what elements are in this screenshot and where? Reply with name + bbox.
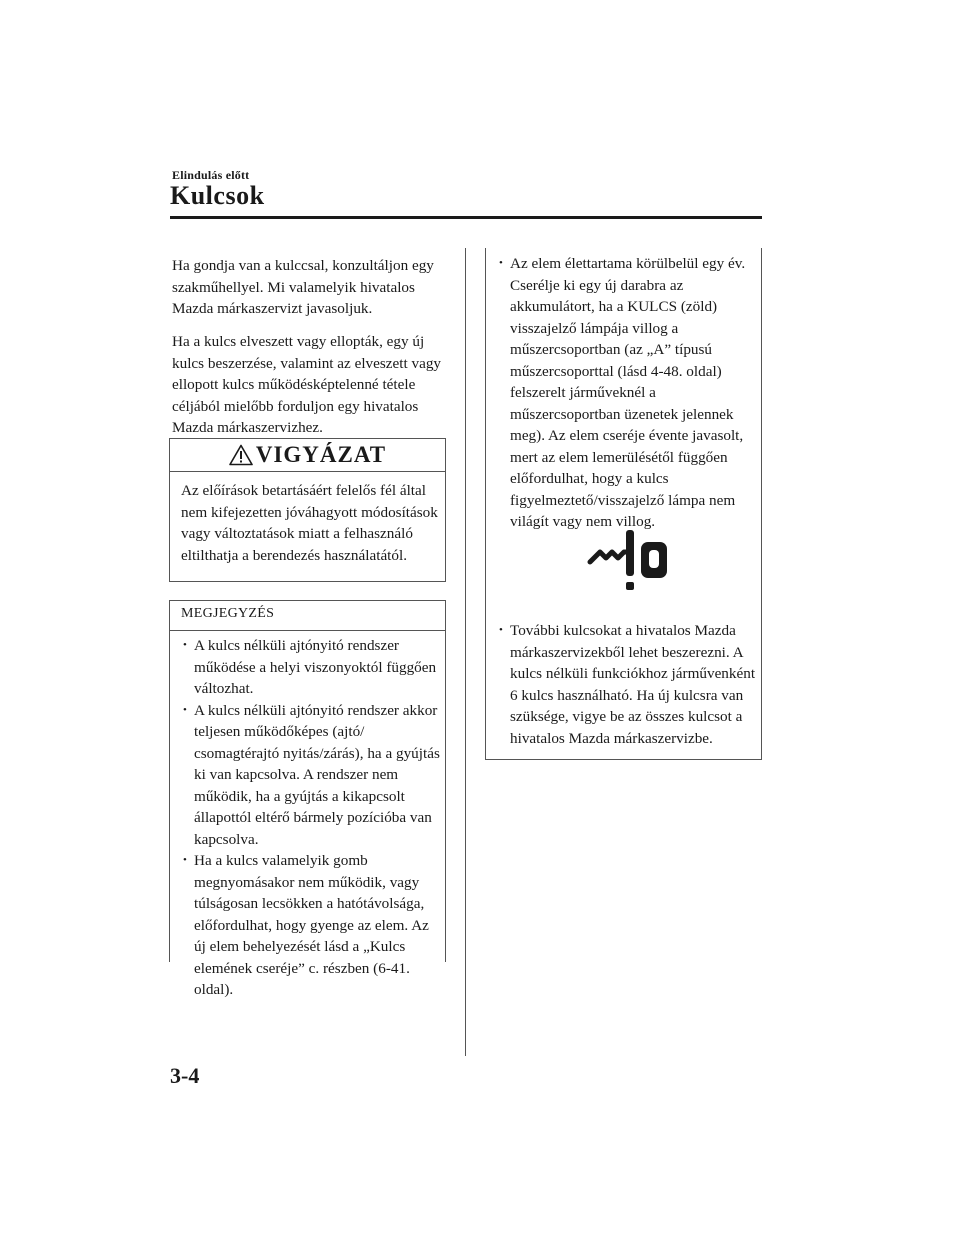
caution-text: Az előírások betartásáért felelős fél által nem kifejezetten jóváhagyott módosítások vagy változtatások miatt a felhasználó eltilthatja a berendezés használatától. (181, 482, 438, 564)
note-divider (170, 630, 445, 631)
key-warning-indicator-icon (586, 528, 670, 594)
caution-box (169, 438, 446, 582)
caution-header (170, 440, 445, 470)
list-item (183, 635, 443, 700)
list-item (499, 620, 759, 749)
bullet-icon: • (183, 639, 187, 651)
caution-divider (170, 471, 445, 472)
bullet-icon: • (499, 624, 503, 636)
lost-key-paragraph: Ha a kulcs elveszett vagy ellopták, egy új kulcs beszerzése, valamint az elveszett vagy ellopott kulcs működésképtelenné tétele céljából mielőbb forduljon egy hivatalos Mazda márkaszervizhez. (172, 333, 442, 436)
bullet-icon: • (183, 703, 187, 716)
caution-title: VIGYÁZAT (255, 442, 387, 467)
right-note-list-top (499, 253, 759, 533)
note-list (183, 635, 443, 1001)
title-rule (170, 216, 762, 219)
section-label: Elindulás előtt (172, 168, 250, 182)
warning-triangle-icon (229, 444, 253, 466)
bullet-icon: • (499, 257, 503, 269)
note-item-text: Ha a kulcs valamelyik gomb megnyomásakor nem működik, vagy túlságosan lecsökken a hatótávolsága, előfordulhat, hogy gyenge az elem. Az új elem behelyezését lásd a „Kulcs elemének cseréje” c. részben (6-41. oldal). (194, 852, 429, 998)
column-divider (465, 248, 466, 1056)
note-title: MEGJEGYZÉS (181, 606, 275, 621)
right-note-list-bottom (499, 620, 759, 749)
right-item-text: További kulcsokat a hivatalos Mazda márkaszervizekből lehet beszerezni. A kulcs nélküli funkciókhoz járművenként 6 kulcs használható. Ha új kulcsra van szüksége, vigye be az összes kulcsot a hivatalos Mazda márkaszervizbe. (510, 622, 756, 747)
intro-paragraph: Ha gondja van a kulccsal, konzultáljon egy szakműhellyel. Mi valamelyik hivatalos Mazda márkaszervizt javasoljuk. (172, 257, 434, 317)
page-title: Kulcsok (170, 181, 265, 210)
list-item (499, 253, 759, 533)
note-item-text: A kulcs nélküli ajtónyitó rendszer működése a helyi viszonyoktól függően változhat. (194, 637, 437, 697)
page-number: 3-4 (170, 1063, 200, 1088)
right-item-text: Az elem élettartama körülbelül egy év. Cserélje ki egy új darabra az akkumulátort, ha a KULCS (zöld) visszajelző lámpája villog a műszercsoportban (az „A” típusú műszercsoporttal (lásd 4-48. oldal) felszerelt járműveknél a műszercsoportban üzenetek jelennek meg). Az elem cseréje évente javasolt, mert az elem lemerülésétől függően előfordulhat, hogy a kulcs figyelmeztető/visszajelző lámpa nem világít vagy nem villog. (510, 255, 746, 530)
list-item (183, 850, 443, 1001)
bullet-icon: • (183, 854, 187, 866)
list-item (183, 700, 443, 851)
note-item-text: A kulcs nélküli ajtónyitó rendszer akkor teljesen működőképes (ajtó/ csomagtérajtó nyitás/zárás), ha a gyújtás ki van kapcsolva. A rendszer nem működik, ha a gyújtás a kikapcsolt állapottól eltérő bármely pozícióba van kapcsolva. (194, 701, 440, 848)
